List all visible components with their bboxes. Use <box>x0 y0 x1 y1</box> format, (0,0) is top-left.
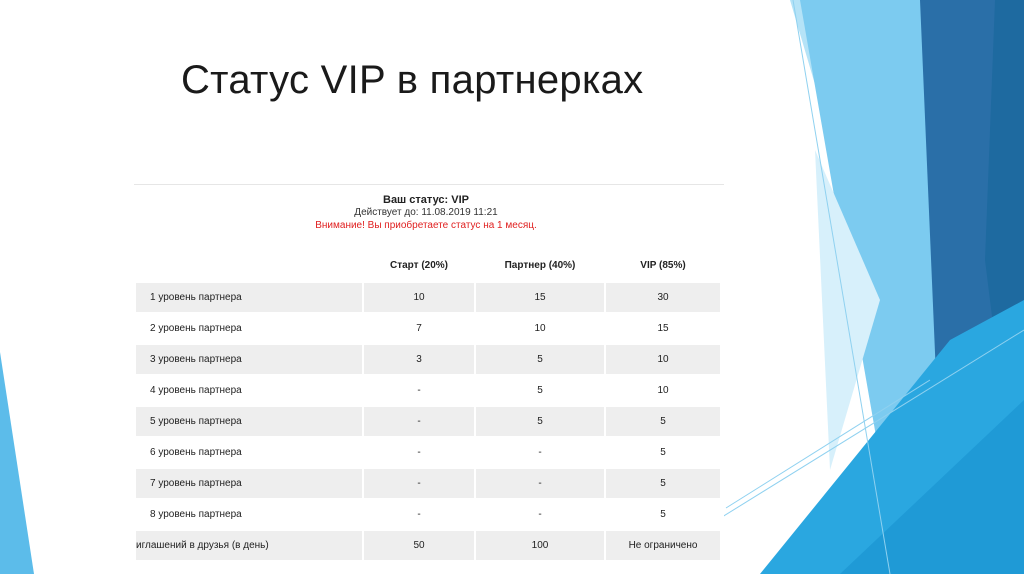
table-row <box>136 375 720 406</box>
cell-start: 50 <box>364 530 474 561</box>
table-row <box>136 344 720 375</box>
cell-partner: - <box>476 499 604 530</box>
cell-start: - <box>364 437 474 468</box>
table-header-vip: VIP (85%) <box>640 260 686 271</box>
cell-start: 3 <box>364 344 474 375</box>
table-header-row <box>136 249 720 282</box>
table-row <box>136 313 720 344</box>
cell-start: 10 <box>364 282 474 313</box>
cell-vip: 5 <box>606 406 720 437</box>
row-label: 2 уровень партнера <box>136 313 362 344</box>
cell-start: - <box>364 375 474 406</box>
cell-partner: - <box>476 468 604 499</box>
row-label: 5 уровень партнера <box>136 406 362 437</box>
cell-partner: 5 <box>476 344 604 375</box>
cell-vip: 10 <box>606 375 720 406</box>
left-accent-shape <box>0 352 34 574</box>
cell-start: 7 <box>364 313 474 344</box>
table-header-empty <box>136 249 362 282</box>
row-label: 3 уровень партнера <box>136 344 362 375</box>
table-header-start: Старт (20%) <box>389 260 448 271</box>
status-heading: Ваш статус: VIP <box>383 194 469 206</box>
status-screenshot-panel <box>134 184 724 574</box>
status-valid-until: Действует до: 11.08.2019 11:21 <box>354 207 498 218</box>
cell-partner: 100 <box>476 530 604 561</box>
status-warning: Внимание! Вы приобретаете статус на 1 месяц. <box>315 220 537 231</box>
table-row <box>136 499 720 530</box>
cell-start: - <box>364 499 474 530</box>
cell-partner: 5 <box>476 406 604 437</box>
row-label: 1 уровень партнера <box>136 282 362 313</box>
table-row <box>136 406 720 437</box>
cell-vip: 5 <box>606 499 720 530</box>
table-row <box>136 530 720 561</box>
cell-start: - <box>364 468 474 499</box>
cell-partner: - <box>476 437 604 468</box>
cell-partner: 5 <box>476 375 604 406</box>
panel-divider <box>134 184 724 185</box>
cell-vip: Не ограничено <box>606 530 720 561</box>
table-row <box>136 437 720 468</box>
table-header-partner: Партнер (40%) <box>504 260 576 271</box>
cell-partner: 15 <box>476 282 604 313</box>
cell-vip: 10 <box>606 344 720 375</box>
cell-vip: 5 <box>606 437 720 468</box>
cell-start: - <box>364 406 474 437</box>
table-row <box>136 282 720 313</box>
cell-vip: 30 <box>606 282 720 313</box>
cell-vip: 5 <box>606 468 720 499</box>
cell-vip: 15 <box>606 313 720 344</box>
row-label: 4 уровень партнера <box>136 375 362 406</box>
cell-partner: 10 <box>476 313 604 344</box>
slide-title: Статус VIP в партнерках <box>181 58 644 102</box>
row-label: 7 уровень партнера <box>136 468 362 499</box>
table-row <box>136 468 720 499</box>
row-label: 6 уровень партнера <box>136 437 362 468</box>
partner-levels-table <box>134 249 722 561</box>
row-label: 8 уровень партнера <box>136 499 362 530</box>
row-label: иглашений в друзья (в день) <box>136 530 362 561</box>
